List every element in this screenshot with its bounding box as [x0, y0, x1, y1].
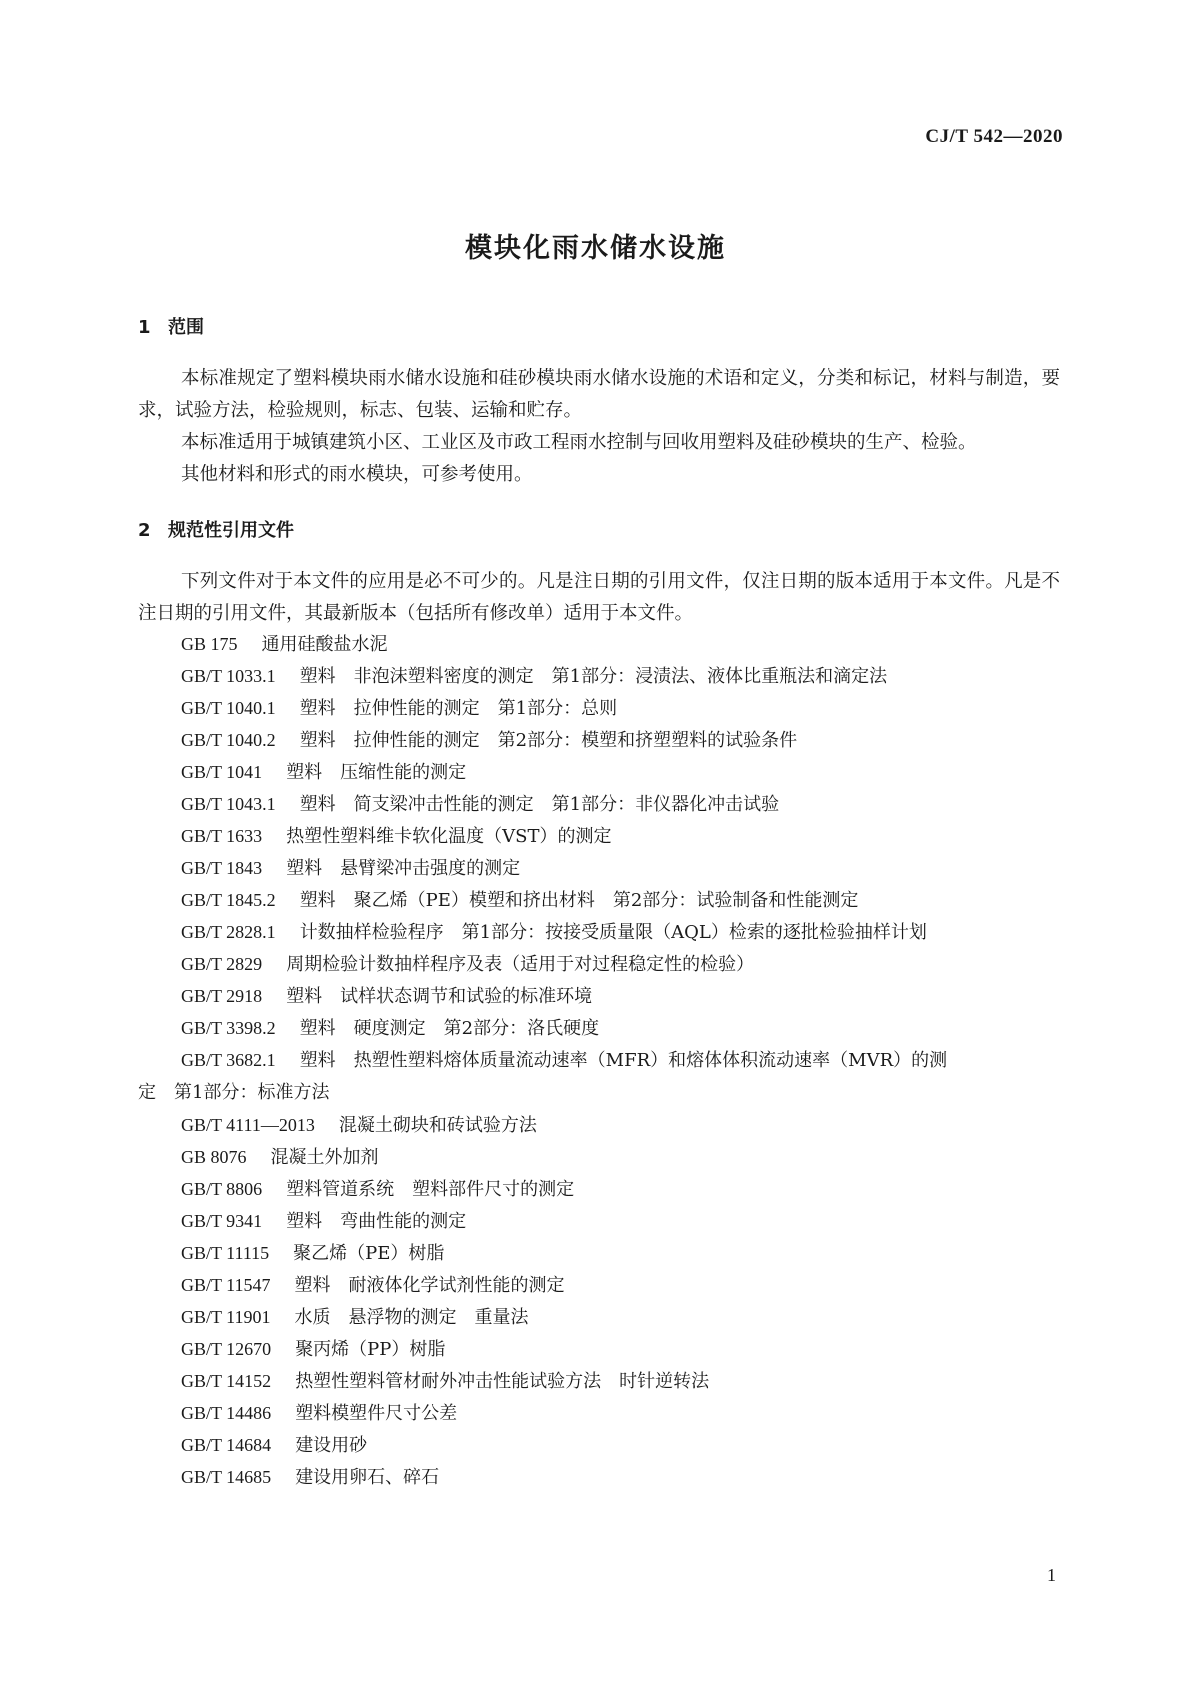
reference-item	[138, 1109, 1060, 1141]
reference-title: 混凝土砌块和砖试验方法	[338, 1115, 537, 1136]
paragraph: 本标准规定了塑料模块雨水储水设施和硅砂模块雨水储水设施的术语和定义，分类和标记，材料与制造，要求，试验方法，检验规则，标志、包装、运输和贮存。	[138, 368, 1060, 421]
page-number: 1	[1047, 1565, 1056, 1585]
paragraph: 下列文件对于本文件的应用是必不可少的。凡是注日期的引用文件，仅注日期的版本适用于本文件。凡是不注日期的引用文件，其最新版本（包括所有修改单）适用于本文件。	[138, 571, 1060, 624]
reference-item	[138, 1365, 1060, 1397]
reference-code: GB/T 1040.1	[181, 698, 276, 718]
reference-code: GB/T 2829	[181, 954, 263, 974]
reference-title: 塑料 聚乙烯（PE）模塑和挤出材料 第2部分：试验制备和性能测定	[299, 890, 859, 911]
reference-title: 建设用砂	[295, 1435, 368, 1456]
reference-item	[138, 692, 1060, 724]
reference-code: GB/T 1043.1	[181, 794, 276, 814]
reference-title: 塑料 试样状态调节和试验的标准环境	[286, 986, 593, 1007]
reference-code: GB 175	[181, 634, 238, 654]
reference-code: GB/T 12670	[181, 1339, 272, 1359]
reference-code: GB/T 4111—2013	[181, 1115, 315, 1135]
reference-code: GB/T 14684	[181, 1435, 272, 1455]
paragraph: 其他材料和形式的雨水模块，可参考使用。	[181, 464, 533, 485]
reference-code: GB/T 11115	[181, 1243, 270, 1263]
reference-code: GB/T 2828.1	[181, 922, 276, 942]
section-number: 1	[138, 317, 151, 338]
reference-item	[138, 1397, 1060, 1429]
reference-code: GB/T 11901	[181, 1307, 271, 1327]
reference-item	[138, 724, 1060, 756]
reference-item	[138, 1173, 1060, 1205]
reference-item	[138, 1269, 1060, 1301]
reference-item	[138, 852, 1060, 884]
reference-code: GB/T 2918	[181, 986, 263, 1006]
reference-item	[138, 788, 1060, 820]
reference-code: GB/T 14685	[181, 1467, 272, 1487]
reference-title: 塑料模塑件尺寸公差	[295, 1403, 458, 1424]
reference-code: GB/T 1041	[181, 762, 263, 782]
reference-title: 塑料 非泡沫塑料密度的测定 第1部分：浸渍法、液体比重瓶法和滴定法	[299, 666, 888, 687]
paragraph: 本标准适用于城镇建筑小区、工业区及市政工程雨水控制与回收用塑料及硅砂模块的生产、检验。	[181, 432, 977, 453]
reference-item	[138, 1461, 1060, 1493]
reference-code: GB/T 9341	[181, 1211, 263, 1231]
reference-code: GB/T 1845.2	[181, 890, 276, 910]
reference-item	[138, 1205, 1060, 1237]
reference-item	[138, 1333, 1060, 1365]
reference-list	[138, 628, 1060, 1493]
reference-title: 塑料管道系统 塑料部件尺寸的测定	[286, 1179, 575, 1200]
reference-code: GB/T 1033.1	[181, 666, 276, 686]
reference-title: 聚乙烯（PE）树脂	[293, 1243, 445, 1264]
reference-code: GB/T 14152	[181, 1371, 272, 1391]
reference-title: 热塑性塑料管材耐外冲击性能试验方法 时针逆转法	[295, 1371, 710, 1392]
reference-item	[138, 1429, 1060, 1461]
reference-code: GB/T 1633	[181, 826, 263, 846]
reference-code: GB/T 1040.2	[181, 730, 276, 750]
reference-title: 塑料 耐液体化学试剂性能的测定	[294, 1275, 565, 1296]
reference-item	[138, 916, 1060, 948]
reference-title: 建设用卵石、碎石	[295, 1467, 440, 1488]
section-title: 范围	[168, 317, 204, 338]
reference-title: 通用硅酸盐水泥	[261, 634, 388, 655]
reference-title-continuation: 定 第1部分：标准方法	[138, 1082, 330, 1103]
reference-title: 塑料 压缩性能的测定	[286, 762, 467, 783]
section-1-heading	[138, 313, 204, 339]
reference-code: GB/T 1843	[181, 858, 263, 878]
reference-item	[138, 1044, 1060, 1109]
reference-code: GB 8076	[181, 1147, 247, 1167]
reference-code: GB/T 3398.2	[181, 1018, 276, 1038]
reference-item	[138, 1141, 1060, 1173]
reference-title: 热塑性塑料维卡软化温度（VST）的测定	[286, 826, 612, 847]
reference-item	[138, 1237, 1060, 1269]
reference-title: 塑料 弯曲性能的测定	[286, 1211, 467, 1232]
reference-item	[138, 884, 1060, 916]
reference-item	[138, 756, 1060, 788]
reference-code: GB/T 11547	[181, 1275, 271, 1295]
reference-item	[138, 628, 1060, 660]
reference-title: 塑料 悬臂梁冲击强度的测定	[286, 858, 521, 879]
reference-item	[138, 1301, 1060, 1333]
page-title: 模块化雨水储水设施	[465, 233, 726, 264]
reference-code: GB/T 14486	[181, 1403, 272, 1423]
section-1-body	[138, 363, 1060, 491]
reference-item	[138, 1012, 1060, 1044]
reference-title: 周期检验计数抽样程序及表（适用于对过程稳定性的检验）	[286, 954, 755, 975]
reference-title: 混凝土外加剂	[270, 1147, 379, 1168]
reference-title: 塑料 热塑性塑料熔体质量流动速率（MFR）和熔体体积流动速率（MVR）的测	[299, 1050, 948, 1071]
reference-title: 塑料 拉伸性能的测定 第2部分：模塑和挤塑塑料的试验条件	[299, 730, 798, 751]
section-title: 规范性引用文件	[168, 520, 294, 541]
reference-title: 水质 悬浮物的测定 重量法	[294, 1307, 529, 1328]
section-number: 2	[138, 520, 151, 541]
reference-item	[138, 660, 1060, 692]
section-2-heading	[138, 516, 294, 542]
reference-title: 计数抽样检验程序 第1部分：按接受质量限（AQL）检索的逐批检验抽样计划	[299, 922, 927, 943]
reference-item	[138, 980, 1060, 1012]
reference-title: 塑料 硬度测定 第2部分：洛氏硬度	[299, 1018, 600, 1039]
reference-item	[138, 948, 1060, 980]
section-2-intro	[138, 566, 1060, 630]
reference-title: 聚丙烯（PP）树脂	[295, 1339, 446, 1360]
reference-code: GB/T 8806	[181, 1179, 263, 1199]
reference-title: 塑料 简支梁冲击性能的测定 第1部分：非仪器化冲击试验	[299, 794, 780, 815]
reference-item	[138, 820, 1060, 852]
reference-code: GB/T 3682.1	[181, 1050, 276, 1070]
reference-title: 塑料 拉伸性能的测定 第1部分：总则	[299, 698, 618, 719]
document-code: CJ/T 542—2020	[925, 126, 1063, 147]
